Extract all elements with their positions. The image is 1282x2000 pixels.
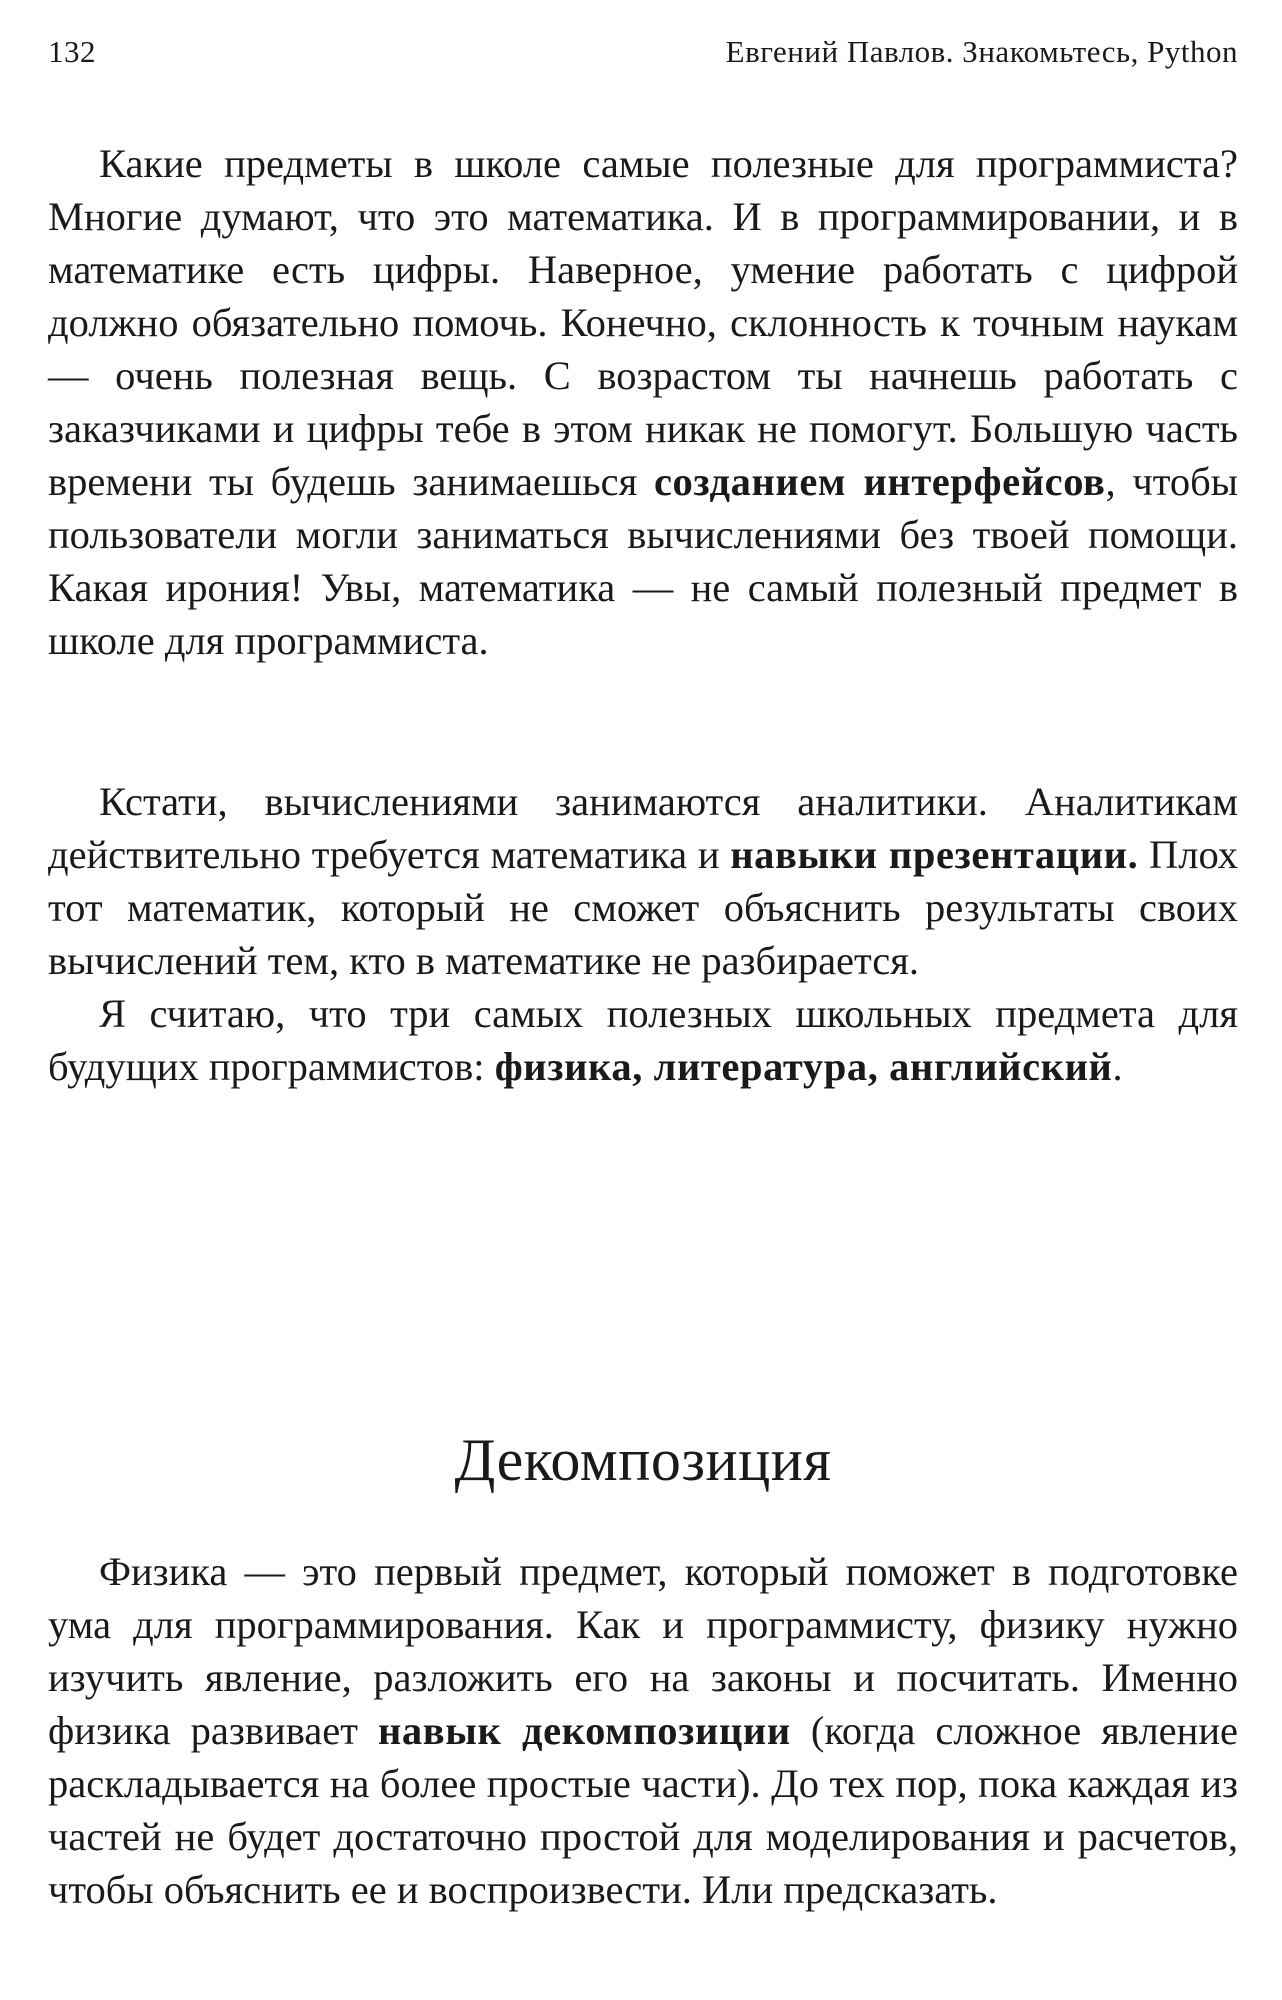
- book-page: [48, 0, 1238, 2000]
- paragraph-text: Какие предметы в школе самые полезные для программиста? Многие думают, что это математика. И в программировании, и в математике есть цифры. Наверное, умение работать с цифрой должно обязательно помочь. Конечно, склонность к точным наукам — очень полезная вещь. С возрастом ты начнешь работать с заказчиками и цифры тебе в этом никак не помогут. Большую часть времени ты будешь занимаешься: [48, 141, 1238, 504]
- running-title: Евгений Павлов. Знакомьтесь, Python: [725, 34, 1238, 69]
- paragraph-subjects: [48, 987, 1238, 1093]
- paragraph-analysts: [48, 775, 1238, 987]
- paragraph-text: Плох тот математик, который не сможет объяснить результаты своих вычислений тем, кто в математике не разбирается.: [48, 832, 1238, 983]
- emphasis-interfaces: созданием интерфейсов: [653, 459, 1106, 504]
- paragraph-math: [48, 137, 1238, 667]
- paragraph-text: Я считаю, что три самых полезных школьных предмета для будущих программистов:: [48, 991, 1238, 1089]
- emphasis-presentation-skills: навыки презентации.: [730, 832, 1139, 877]
- emphasis-decomposition: навык декомпозиции: [377, 1708, 791, 1753]
- text-block-intro: [48, 137, 1238, 667]
- section-heading: Декомпозиция: [454, 1427, 832, 1493]
- text-block-analysts: [48, 775, 1238, 1093]
- paragraph-physics: [48, 1545, 1238, 1916]
- paragraph-text: (когда сложное явление раскладывается на более простые части). До тех пор, пока каждая из частей не будет достаточно простой для моделирования и расчетов, чтобы объяснить ее и воспроизвести. Или предсказать.: [48, 1708, 1238, 1912]
- paragraph-text: .: [1112, 1044, 1123, 1089]
- paragraph-text: Физика — это первый предмет, который поможет в подготовке ума для программирования. Как и программисту, физику нужно изучить явление, разложить его на законы и посчитать. Именно физика развивает: [48, 1549, 1238, 1753]
- text-block-physics: [48, 1545, 1238, 1916]
- running-header: [48, 34, 1238, 74]
- paragraph-text: , чтобы пользователи могли заниматься вычислениями без твоей помощи. Какая ирония! Увы, математика — не самый полезный предмет в школе для программиста.: [48, 459, 1238, 663]
- emphasis-subjects: физика, литература, английский: [494, 1044, 1113, 1089]
- paragraph-text: Кстати, вычислениями занимаются аналитики. Аналитикам действительно требуется математика и: [48, 779, 1238, 877]
- page-number: 132: [48, 34, 96, 69]
